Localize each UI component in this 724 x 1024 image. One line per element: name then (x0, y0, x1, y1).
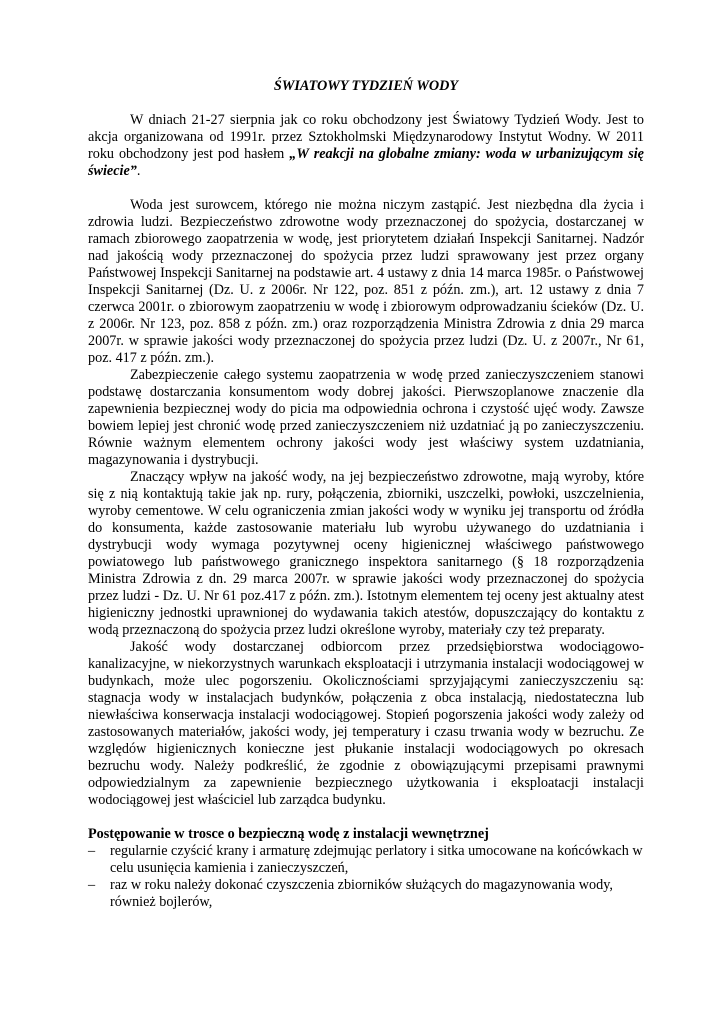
paragraph-water-quality: Jakość wody dostarczanej odbiorcom przez przedsiębiorstwa wodociągowo-kanalizacyjne, w niekorzystnych warunkach eksploatacji i utrzymania instalacji wodociągowej w budynkach, może ulec pogorszeniu. Okolicznościami sprzyjającymi zanieczyszczeniu są: stagnacja wody w instalacjach budynków, połączenia z obca instalacją, niedostateczna lub niewłaściwa konserwacja instalacji wodociągowej. Stopień pogorszenia jakości wody zależy od zastosowanych materiałów, jakości wody, jej temperatury i czasu trwania wody w bezruchu. Ze względów higienicznych konieczne jest płukanie instalacji wodociągowych po okresach bezruchu wody. Należy podkreślić, że zgodnie z obowiązującymi przepisami prawnymi odpowiedzialnym za zapewnienie bezpiecznego użytkowania i eksploatacji instalacji wodociągowej jest właściciel lub zarządca budynku. (88, 639, 644, 808)
list-item-text: raz w roku należy dokonać czyszczenia zbiorników służących do magazynowania wody, również bojlerów, (110, 877, 613, 910)
section-heading: Postępowanie w trosce o bezpieczną wodę z instalacji wewnętrznej (88, 826, 489, 842)
intro-text: W dniach 21-27 sierpnia jak co roku obchodzony jest Światowy Tydzień Wody. Jest to akcja organizowana od 1991r. przez Sztokholmski Międzynarodowy Instytut Wodny. W 2011 roku obchodzony jest pod hasłem (88, 112, 644, 162)
document-title: ŚWIATOWY TYDZIEŃ WODY (273, 78, 459, 94)
list-item (88, 877, 644, 911)
paragraph-materials: Znaczący wpływ na jakość wody, na jej bezpieczeństwo zdrowotne, mają wyroby, które się z nią kontaktują takie jak np. rury, połączenia, zbiorniki, uszczelki, powłoki, uszczelnienia, wyroby cementowe. W celu ograniczenia zmian jakości wody w wyniku jej transportu od źródła do konsumenta, każde zastosowanie materiału lub wyrobu używanego do uzdatniania i dystrybucji wody wymaga pozytywnej oceny higienicznej właściwego państwowego powiatowego lub państwowego granicznego inspektora sanitarnego (§ 18 rozporządzenia Ministra Zdrowia z dn. 29 marca 2007r. w sprawie jakości wody przeznaczonej do spożycia przez ludzi - Dz. U. Nr 61 poz.417 z późn. zm.). Istotnym elementem tej oceny jest aktualny atest higieniczny jednostki uprawnionej do wydawania takich atestów, dopuszczający do kontaktu z wodą przeznaczoną do spożycia przez ludzi określone wyroby, materiały czy też preparaty. (88, 469, 644, 638)
intro-paragraph (88, 112, 644, 180)
list-item (88, 843, 644, 877)
document-page (88, 78, 644, 911)
dash-bullet: – (88, 877, 96, 893)
paragraph-system-protection: Zabezpieczenie całego systemu zaopatrzenia w wodę przed zanieczyszczeniem stanowi podstawę dostarczania konsumentom wody dobrej jakości. Pierwszoplanowe znaczenie dla zapewnienia bezpiecznej wody do picia ma odpowiednia ochrona i czystość ujęć wody. Zawsze bowiem lepiej jest chronić wodę przed zanieczyszczeniem niż uzdatniać ją po zanieczyszczeniu. Równie ważnym elementem ochrony jakości wody jest właściwy system uzdatniania, magazynowania i dystrybucji. (88, 367, 644, 468)
paragraph-water-resource: Woda jest surowcem, którego nie można niczym zastąpić. Jest niezbędna dla życia i zdrowia ludzi. Bezpieczeństwo zdrowotne wody przeznaczonej do spożycia, dostarczanej w ramach zbiorowego zaopatrzenia w wodę, jest priorytetem działań Inspekcji Sanitarnej. Nadzór nad jakością wody przeznaczonej do spożycia przez ludzi sprawowany jest przez organy Państwowej Inspekcji Sanitarnej na podstawie art. 4 ustawy z dnia 14 marca 1985r. o Państwowej Inspekcji Sanitarnej (Dz. U. z 2006r. Nr 122, poz. 851 z późn. zm.), art. 12 ustawy z dnia 7 czerwca 2001r. o zbiorowym zaopatrzeniu w wodę i zbiorowym odprowadzaniu ścieków (Dz. U. z 2006r. Nr 123, poz. 858 z późn. zm.) oraz rozporządzenia Ministra Zdrowia z dnia 29 marca 2007r. w sprawie jakości wody przeznaczonej do spożycia przez ludzi (Dz. U. z 2007r., Nr 61, poz. 417 z późn. zm.). (88, 197, 644, 366)
list-item-text: regularnie czyścić krany i armaturę zdejmując perlatory i sitka umocowane na końcówkach w celu usunięcia kamienia i zanieczyszczeń, (110, 843, 643, 876)
slogan: „W reakcji na globalne zmiany: woda w urbanizującym się świecie” (88, 146, 644, 179)
intro-end: . (136, 163, 141, 179)
steps-list (88, 843, 644, 911)
dash-bullet: – (88, 843, 96, 859)
